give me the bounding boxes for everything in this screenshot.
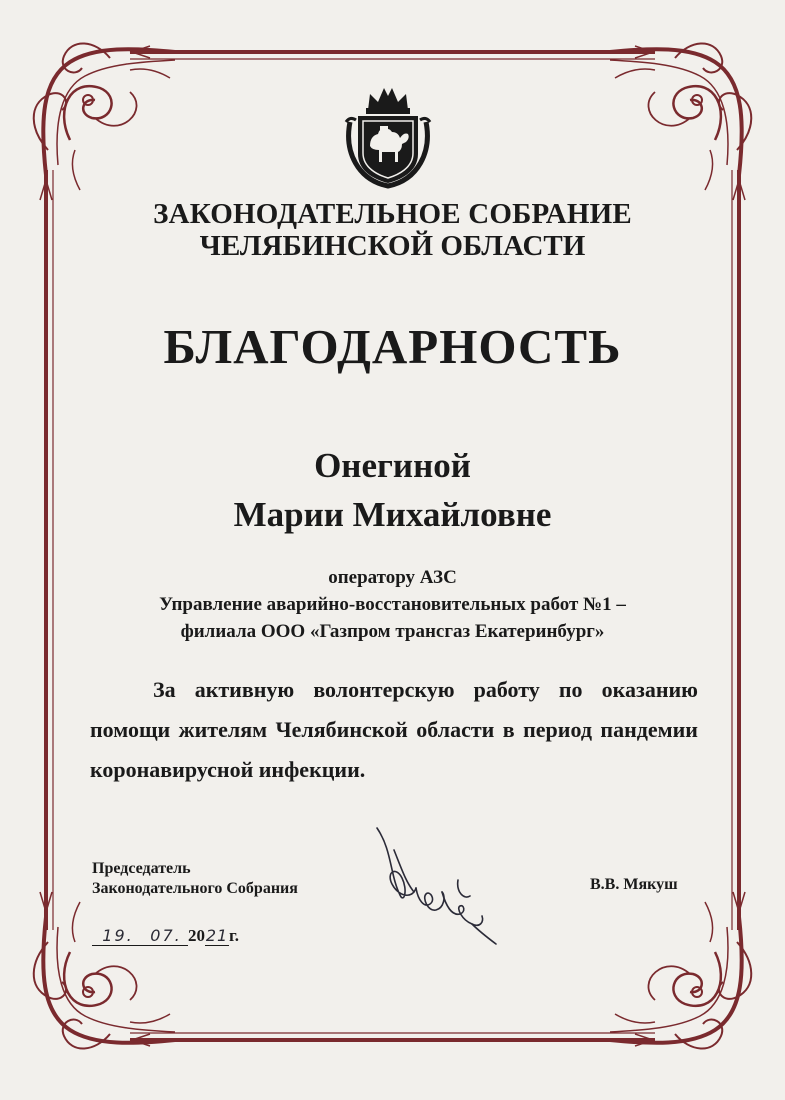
signing-date [92,926,239,946]
gratitude-reason-text: За активную волонтерскую работу по оказанию помощи жителям Челябинской области в период пандемии коронавирусной инфекции. [90,677,698,782]
signer-title-line1: Председатель [92,860,191,877]
date-day: 19. [92,927,144,946]
date-year-mark: г. [229,926,240,945]
recipient-surname: Онегиной [314,446,471,485]
document-title: БЛАГОДАРНОСТЬ [163,319,622,374]
signer-title-line2: Законодательного Собрания [92,880,298,897]
chelyabinsk-coat-of-arms-icon [340,82,436,190]
date-year-suffix: 21 [205,926,229,945]
date-month: 07. [144,927,188,946]
handwritten-signature [372,820,502,950]
recipient-given-names: Марии Михайловне [233,495,552,534]
recipient-department-line2: филиала ООО «Газпром трансгаз Екатеринбург» [180,621,605,642]
organization-name-line2: ЧЕЛЯБИНСКОЙ ОБЛАСТИ [199,230,586,262]
recipient-department-line1: Управление аварийно-восстановительных работ №1 – [159,594,626,615]
organization-name-line1: ЗАКОНОДАТЕЛЬНОЕ СОБРАНИЕ [153,198,632,230]
signer-name: В.В. Мякуш [590,876,678,893]
date-year-prefix: 20 [188,926,205,945]
recipient-position: оператору АЗС [328,567,457,588]
